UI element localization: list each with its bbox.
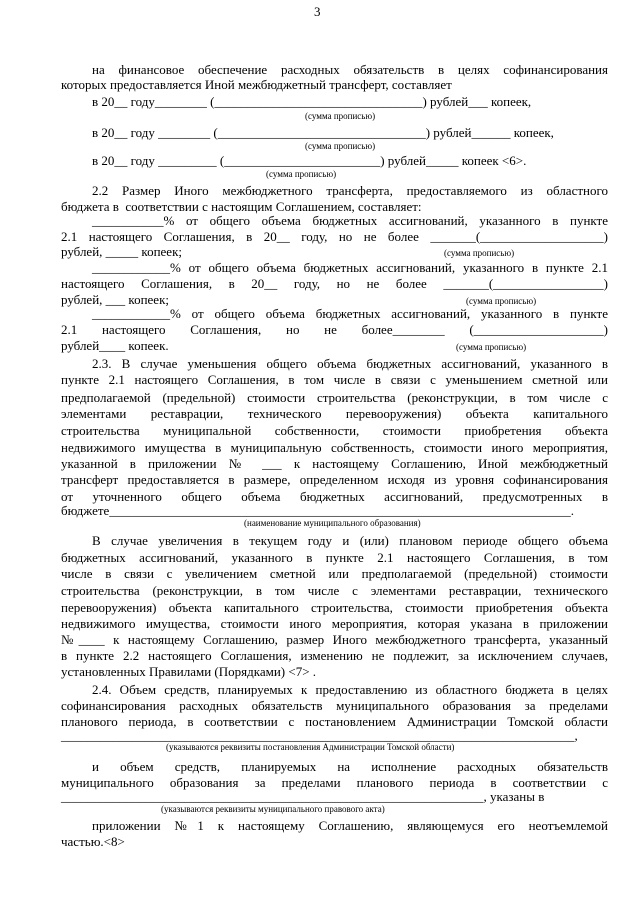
text-line: трансферт предоставляется в размере, определенном исходя из уровня софинансирования <box>61 472 608 487</box>
text-line: _________________________________________________________________, указаны в <box>61 789 545 804</box>
text-line: бюджете_______________________________________________________________________. <box>61 503 575 518</box>
caption: (сумма прописью) <box>266 169 337 179</box>
caption: (сумма прописью) <box>444 248 515 258</box>
text-line: планового периода, в соответствии с постановлением Администрации Томской области <box>61 714 608 729</box>
text-line: _______________________________________________________________________________, <box>61 728 578 743</box>
text-line: установленных Правилами (Порядками) <7> . <box>61 664 317 679</box>
text-line: 2.2 Размер Иного межбюджетного трансферта, предоставляемого из областного <box>92 183 608 198</box>
text-line: предполагаемой (предельной) стоимости строительства (реконструкции, в том числе с <box>61 390 608 405</box>
text-line: в 20__ году ________ (________________________________) рублей______ копеек, <box>92 125 554 140</box>
text-line: 2.1 настоящего Соглашения, в 20__ году, но не более _______(___________________) <box>61 229 608 244</box>
text-line: которых предоставляется Иной межбюджетный трансферт, составляет <box>61 77 452 92</box>
caption: (сумма прописью) <box>466 296 537 306</box>
text-line: №____ к настоящему Соглашению, размер Иного межбюджетного трансферта, указанный <box>61 632 608 647</box>
text-line: В случае увеличения в текущем году и (или) плановом периоде общего объема <box>92 533 608 548</box>
text-line: недвижимого имущества, стоимости иного мероприятия, которая указана в приложении <box>61 616 608 631</box>
text-line: софинансирования расходных обязательств муниципального образования за пределами <box>61 698 608 713</box>
text-line: рублей, ___ копеек; <box>61 292 169 307</box>
text-line: перевооружения) объекта капитального строительства, стоимости приобретения объекта <box>61 600 608 615</box>
text-line: строительства (реконструкции, в том числе с элементами реставрации, технического <box>61 583 608 598</box>
caption: (указываются реквизиты постановления Администрации Томской области) <box>166 742 455 752</box>
text-line: в 20__ году________ (________________________________) рублей___ копеек, <box>92 94 532 109</box>
text-line: 2.4. Объем средств, планируемых к предоставлению из областного бюджета в целях <box>92 682 608 697</box>
text-line: строительства муниципальной собственности, стоимости приобретения объекта <box>61 423 608 438</box>
text-line: ____________% от общего объема бюджетных ассигнований, указанного в пункте <box>92 306 608 321</box>
text-line: пункте 2.1 настоящего Соглашения, в том числе в связи с уменьшением сметной или <box>61 372 608 387</box>
text-line: недвижимого имущества в муниципальную собственность, стоимости иного мероприятия, <box>61 440 608 455</box>
caption: (наименование муниципального образования) <box>244 518 421 528</box>
text-line: бюджета в соответствии с настоящим Соглашением, составляет: <box>61 199 422 214</box>
text-line: указанной в приложении № ___ к настоящему Соглашению, Иной межбюджетный <box>61 456 608 471</box>
text-line: на финансовое обеспечение расходных обязательств в целях софинансирования <box>92 62 608 77</box>
text-line: в 20__ году _________ (________________________) рублей_____ копеек <6>. <box>92 153 527 168</box>
text-line: бюджетных ассигнований, указанного в пункте 2.1 настоящего Соглашения, в том <box>61 550 608 565</box>
caption: (указываются реквизиты муниципального правового акта) <box>161 804 385 814</box>
text-line: рублей____ копеек. <box>61 338 169 353</box>
text-line: от уточненного общего объема бюджетных ассигнований, предусмотренных в <box>61 489 608 504</box>
text-line: рублей, _____ копеек; <box>61 244 182 259</box>
text-line: элементами реставрации, технического перевооружения) объекта капитального <box>61 406 608 421</box>
text-line: частью.<8> <box>61 834 125 849</box>
caption: (сумма прописью) <box>456 342 527 352</box>
text-line: муниципального образования за пределами планового периода в соответствии с <box>61 775 608 790</box>
text-line: настоящего Соглашения, в 20__ году, но не более _______(_________________) <box>61 276 608 291</box>
text-line: 2.3. В случае уменьшения общего объема бюджетных ассигнований, указанного в <box>92 356 608 371</box>
text-line: 2.1 настоящего Соглашения, но не более________ (____________________) <box>61 322 608 337</box>
text-line: приложении №1 к настоящему Соглашению, являющемуся его неотъемлемой <box>92 818 608 833</box>
text-line: числе в связи с увеличением сметной или предполагаемой (предельной) стоимости <box>61 566 608 581</box>
caption: (сумма прописью) <box>305 141 376 151</box>
text-line: в пункте 2.2 настоящего Соглашения, изменению не подлежит, за исключением случаев, <box>61 648 608 663</box>
text-line: ____________% от общего объема бюджетных ассигнований, указанного в пункте 2.1 <box>92 260 608 275</box>
text-line: и объем средств, планируемых на исполнение расходных обязательств <box>92 759 608 774</box>
page-number: 3 <box>314 4 321 19</box>
caption: (сумма прописью) <box>305 111 376 121</box>
text-line: ___________% от общего объема бюджетных ассигнований, указанного в пункте <box>92 213 608 228</box>
